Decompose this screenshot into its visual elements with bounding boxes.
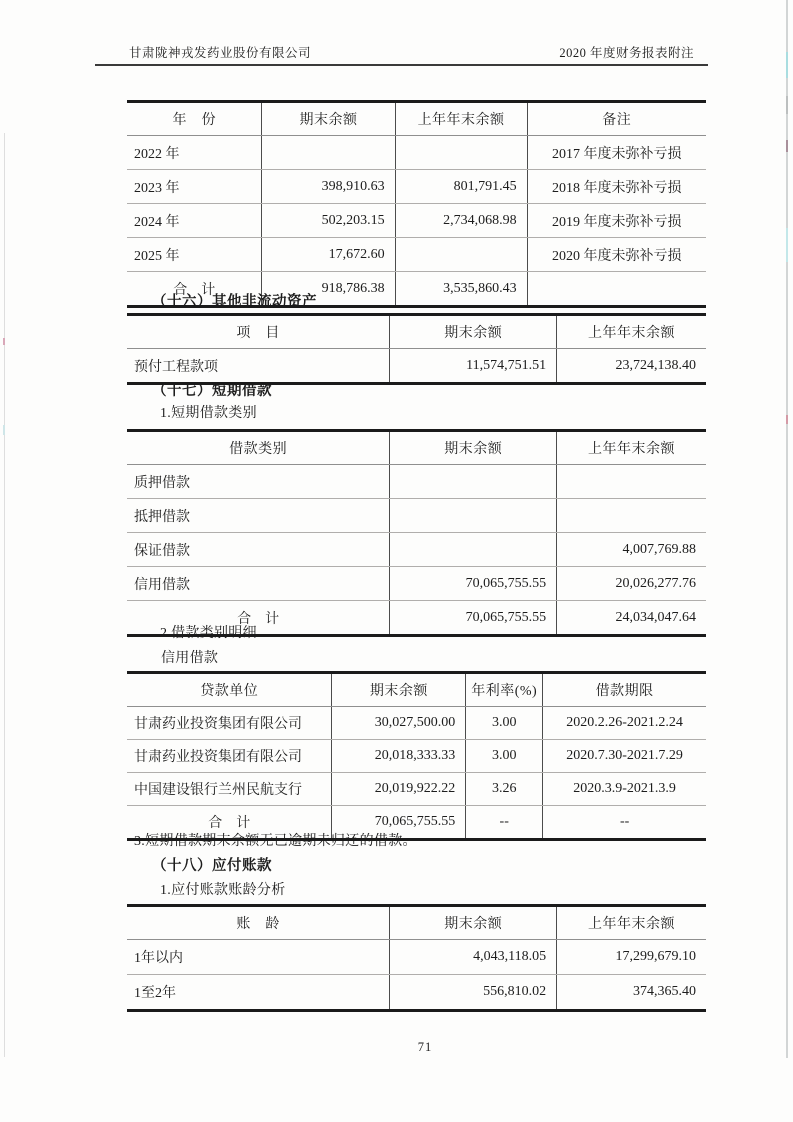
- table-cell: [390, 465, 557, 499]
- table-cell: 17,299,679.10: [557, 940, 706, 975]
- scan-artifact: [3, 338, 5, 345]
- table-cell: [395, 136, 527, 170]
- column-header: 上年年末余额: [557, 431, 706, 465]
- table-cell: 预付工程款项: [127, 349, 390, 384]
- column-header: 贷款单位: [127, 673, 332, 707]
- column-header: 上年年末余额: [557, 906, 706, 940]
- list-item-loan-detail: 2.借款类别明细: [160, 626, 257, 641]
- table-cell: 信用借款: [127, 567, 390, 601]
- table-cell: 398,910.63: [262, 170, 395, 204]
- table-cell: 2020.7.30-2021.7.29: [543, 740, 706, 773]
- table-cell: 23,724,138.40: [557, 349, 706, 384]
- loan-categories-table: [127, 429, 706, 637]
- table-cell: 1至2年: [127, 975, 390, 1011]
- table-row: [127, 533, 706, 567]
- table-cell: [527, 272, 706, 307]
- table-cell: 3.00: [466, 740, 543, 773]
- column-header: 项 目: [127, 315, 390, 349]
- table-cell: 甘肃药业投资集团有限公司: [127, 707, 332, 740]
- payables-aging-table: [127, 904, 706, 1012]
- table-row: [127, 740, 706, 773]
- table-row: [127, 499, 706, 533]
- table-cell: 2018 年度未弥补亏损: [527, 170, 706, 204]
- table-cell: 1年以内: [127, 940, 390, 975]
- table-cell: 合 计: [127, 601, 390, 636]
- scan-edge-line-right: [786, 0, 788, 1058]
- column-header: 年 份: [127, 102, 262, 136]
- table-cell: [390, 499, 557, 533]
- column-header: 年利率(%): [466, 673, 543, 707]
- table-cell: 2,734,068.98: [395, 204, 527, 238]
- table-cell: 中国建设银行兰州民航支行: [127, 773, 332, 806]
- company-name: 甘肃陇神戎发药业股份有限公司: [129, 46, 312, 60]
- carryforward-losses-table: [127, 100, 706, 308]
- table-cell: 2025 年: [127, 238, 262, 272]
- table-row: [127, 707, 706, 740]
- column-header: 账 龄: [127, 906, 390, 940]
- table-row: [127, 465, 706, 499]
- column-header: 期末余额: [262, 102, 395, 136]
- table-cell: 3.00: [466, 707, 543, 740]
- document-title: 2020 年度财务报表附注: [559, 46, 694, 60]
- table-cell: 3.26: [466, 773, 543, 806]
- table-cell: --: [466, 806, 543, 840]
- table-cell: 保证借款: [127, 533, 390, 567]
- table-cell: 502,203.15: [262, 204, 395, 238]
- table-cell: 20,018,333.33: [332, 740, 466, 773]
- table-row: [127, 204, 706, 238]
- column-header: 上年年末余额: [395, 102, 527, 136]
- table-row: [127, 567, 706, 601]
- scan-artifact: [786, 228, 788, 262]
- header-row: [127, 673, 706, 707]
- table-cell: 20,026,277.76: [557, 567, 706, 601]
- scan-artifact: [786, 52, 788, 78]
- overdue-note: 3.短期借款期末余额无已逾期未归还的借款。: [134, 834, 417, 849]
- scan-artifact: [3, 425, 5, 435]
- table-cell: 2020.2.26-2021.2.24: [543, 707, 706, 740]
- table-cell: 556,810.02: [390, 975, 557, 1011]
- table-cell: 2020 年度未弥补亏损: [527, 238, 706, 272]
- column-header: 备注: [527, 102, 706, 136]
- table-cell: 70,065,755.55: [390, 601, 557, 636]
- table-row: [127, 238, 706, 272]
- table-cell: 11,574,751.51: [390, 349, 557, 384]
- table-row: [127, 170, 706, 204]
- table-cell: 918,786.38: [262, 272, 395, 307]
- loan-details-table: [127, 671, 706, 841]
- table-cell: [262, 136, 395, 170]
- column-header: 借款期限: [543, 673, 706, 707]
- table-cell: [557, 465, 706, 499]
- column-header: 期末余额: [390, 906, 557, 940]
- table-cell: 30,027,500.00: [332, 707, 466, 740]
- table-cell: 70,065,755.55: [390, 567, 557, 601]
- table-cell: [395, 238, 527, 272]
- scan-edge-line-left: [4, 133, 5, 1057]
- table-cell: 2017 年度未弥补亏损: [527, 136, 706, 170]
- header-row: [127, 102, 706, 136]
- page-number: 71: [417, 1040, 433, 1054]
- table-cell: [557, 499, 706, 533]
- table-cell: 2024 年: [127, 204, 262, 238]
- table-cell: 3,535,860.43: [395, 272, 527, 307]
- table-cell: 甘肃药业投资集团有限公司: [127, 740, 332, 773]
- column-header: 借款类别: [127, 431, 390, 465]
- column-header: 期末余额: [390, 315, 557, 349]
- table-cell: 抵押借款: [127, 499, 390, 533]
- table-row: [127, 940, 706, 975]
- column-header: 期末余额: [332, 673, 466, 707]
- table-cell: 4,043,118.05: [390, 940, 557, 975]
- table-cell: 2023 年: [127, 170, 262, 204]
- table-cell: 374,365.40: [557, 975, 706, 1011]
- credit-loan-label: 信用借款: [161, 651, 219, 666]
- column-header: 上年年末余额: [557, 315, 706, 349]
- table-cell: 20,019,922.22: [332, 773, 466, 806]
- table-row: [127, 136, 706, 170]
- list-item-loan-category: 1.短期借款类别: [160, 406, 257, 421]
- table-cell: 17,672.60: [262, 238, 395, 272]
- list-item-payables-aging: 1.应付账款账龄分析: [160, 883, 286, 898]
- table-cell: 2019 年度未弥补亏损: [527, 204, 706, 238]
- table-cell: 合 计: [127, 806, 332, 840]
- table-cell: --: [543, 806, 706, 840]
- table-cell: 质押借款: [127, 465, 390, 499]
- table-cell: 2020.3.9-2021.3.9: [543, 773, 706, 806]
- table-cell: 4,007,769.88: [557, 533, 706, 567]
- table-cell: 合 计: [127, 272, 262, 307]
- table-cell: [390, 533, 557, 567]
- table-cell: 24,034,047.64: [557, 601, 706, 636]
- table-row: [127, 975, 706, 1011]
- table-cell: 70,065,755.55: [332, 806, 466, 840]
- header-row: [127, 315, 706, 349]
- header-row: [127, 906, 706, 940]
- table-cell: 2022 年: [127, 136, 262, 170]
- section-heading-17: （十七）短期借款: [152, 383, 272, 399]
- scan-artifact: [786, 96, 788, 114]
- column-header: 期末余额: [390, 431, 557, 465]
- other-noncurrent-assets-table: [127, 313, 706, 385]
- table-row: [127, 773, 706, 806]
- scan-artifact: [786, 415, 788, 424]
- section-heading-16: （十六）其他非流动资产: [152, 294, 317, 310]
- header-row: [127, 431, 706, 465]
- section-heading-18: （十八）应付账款: [152, 858, 272, 874]
- running-header: [95, 42, 708, 66]
- scan-artifact: [786, 140, 788, 152]
- table-cell: 801,791.45: [395, 170, 527, 204]
